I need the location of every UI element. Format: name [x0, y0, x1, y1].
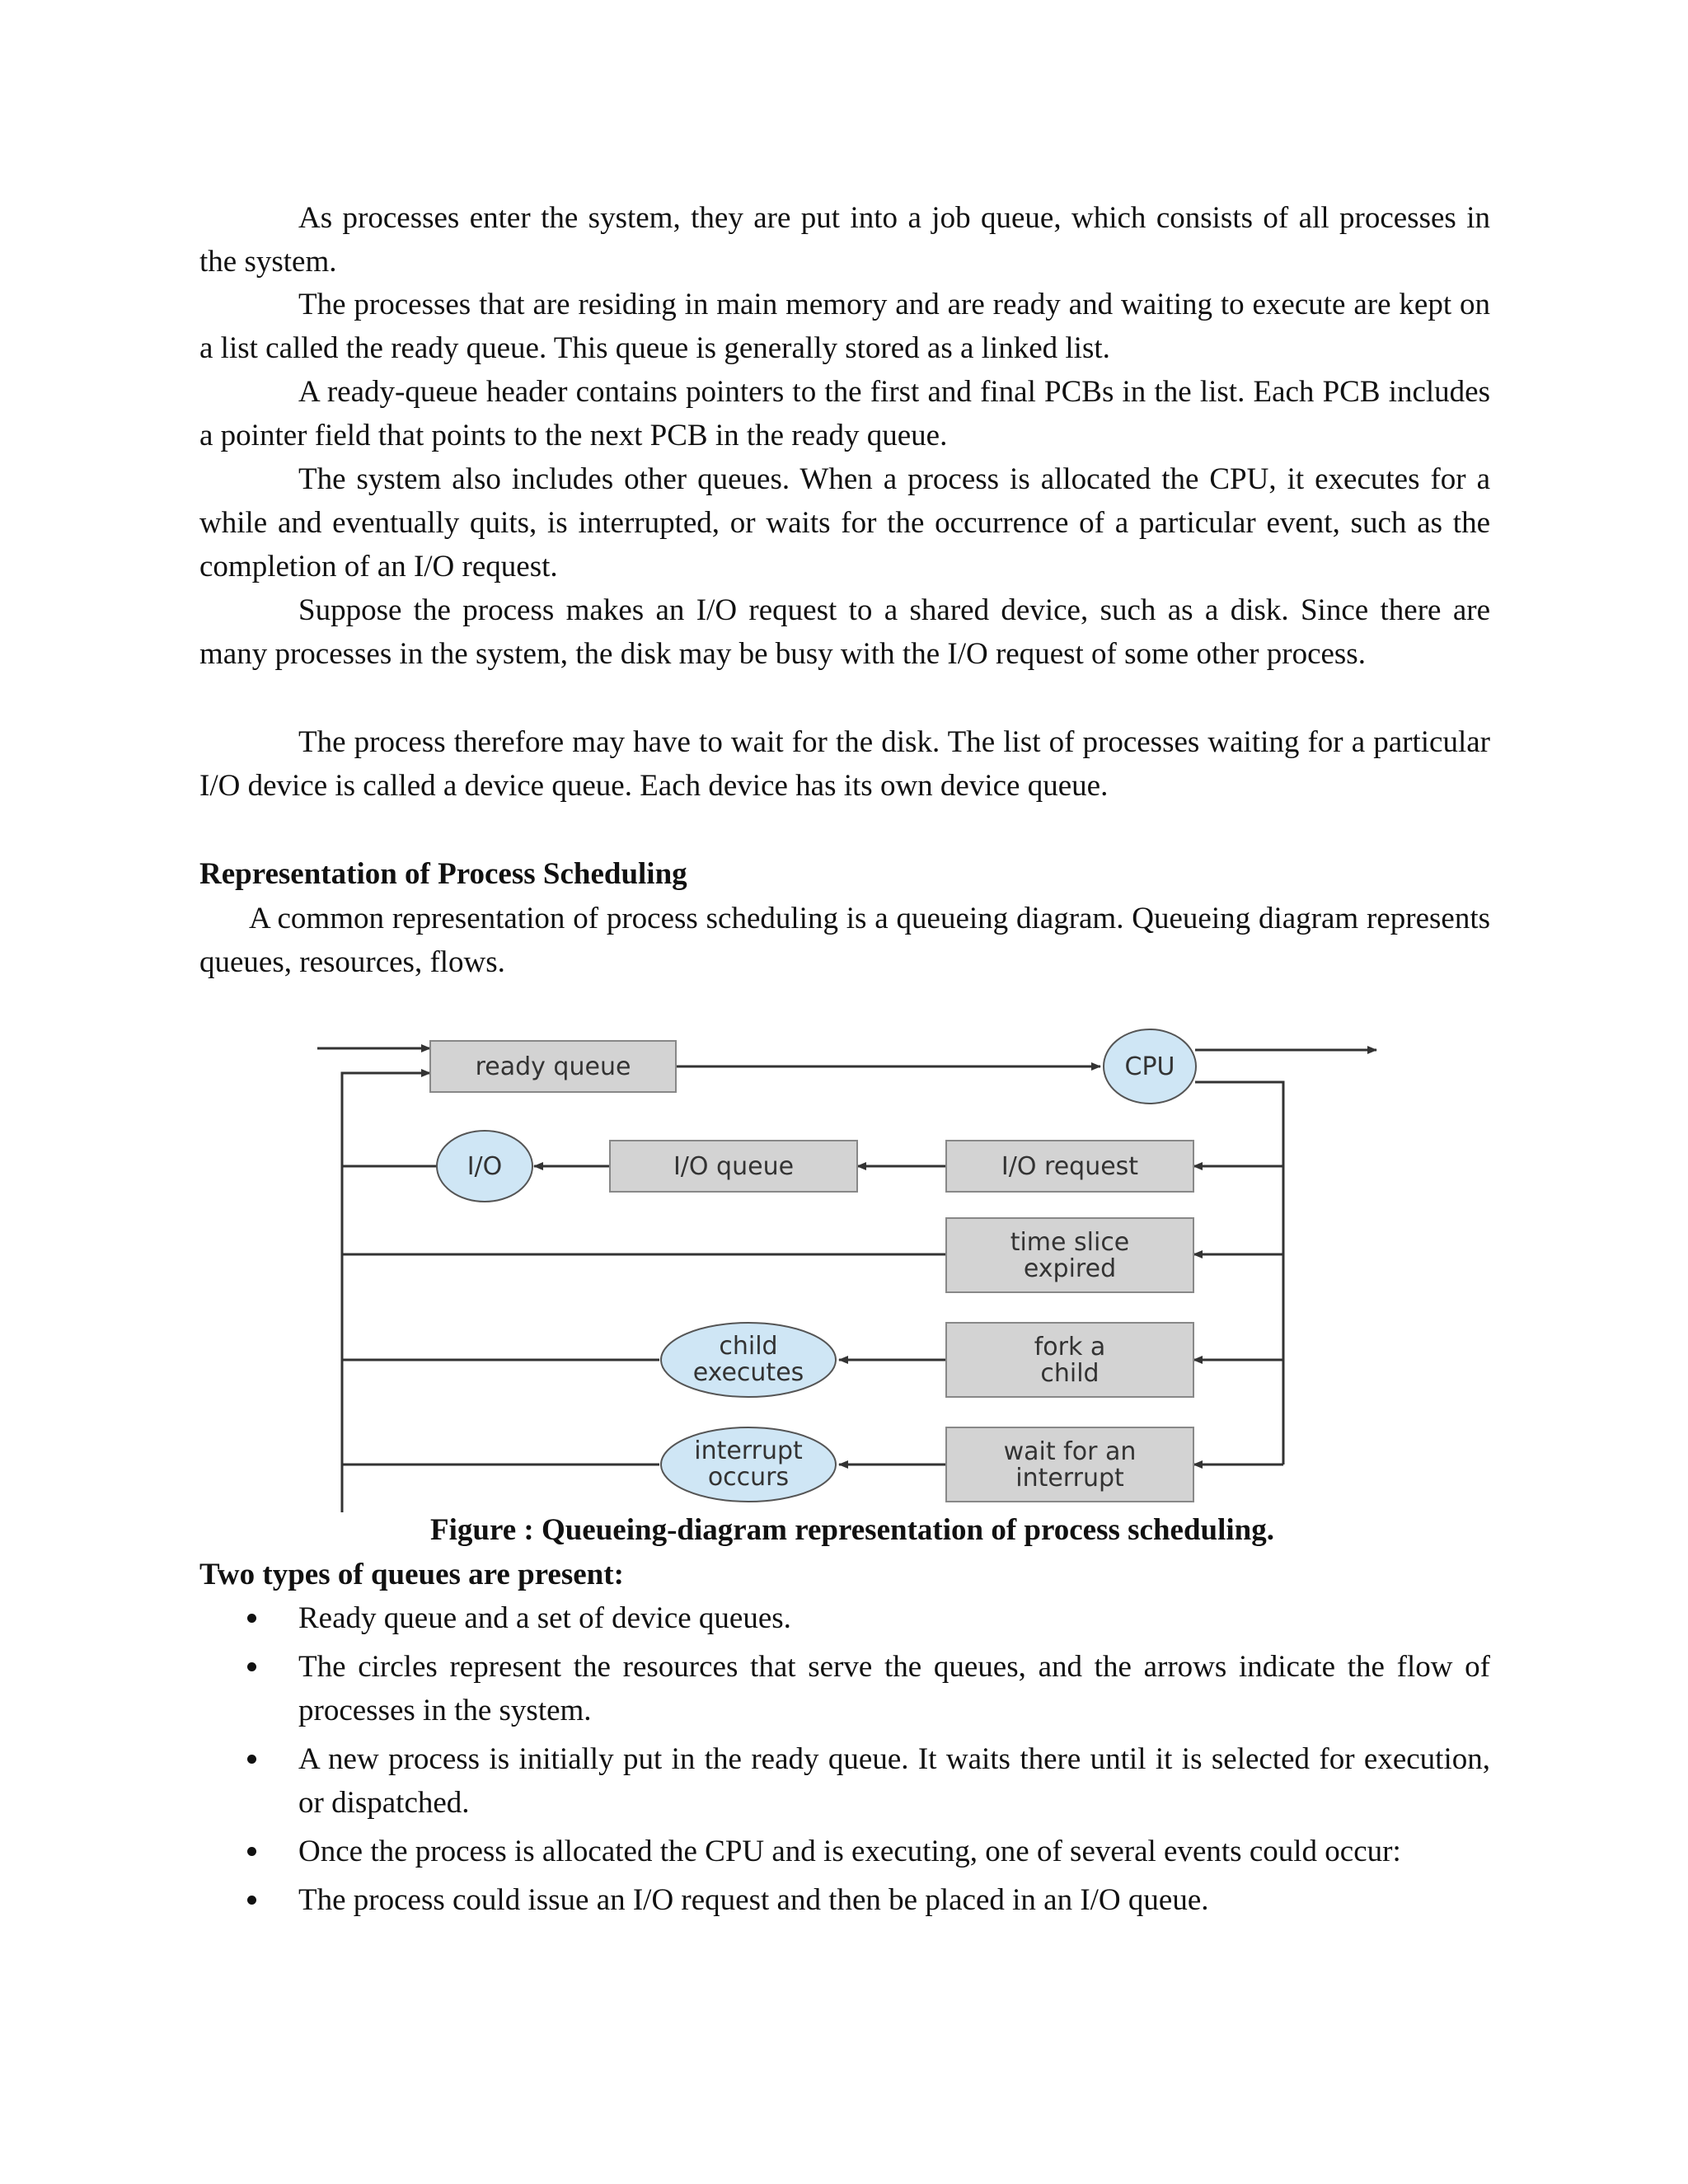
- time-slice-label-line1: time slice: [1010, 1228, 1130, 1257]
- ready-queue-label: ready queue: [475, 1052, 631, 1081]
- fork-child-label-line1: fork a: [1034, 1333, 1106, 1361]
- figure-caption: Figure : Queueing-diagram representation of process scheduling.: [429, 1513, 1274, 1547]
- io-label: I/O: [467, 1152, 503, 1181]
- queueing-diagram-svg: [305, 1018, 1393, 1512]
- child-executes-label-line2: executes: [692, 1358, 804, 1387]
- queueing-diagram: [305, 1018, 1393, 1512]
- paragraph-device-queue: The process therefore may have to wait for the disk. The list of processes waiting for a particular I/O device is called a device queue. Each device has its own device queue.: [199, 725, 1490, 803]
- bullet-list: [199, 1596, 1490, 1927]
- list-item: [199, 1596, 1490, 1640]
- bullet-text: The circles represent the resources that serve the queues, and the arrows indicate the flow of processes in the system.: [298, 1650, 1490, 1727]
- fork-child-label-line2: child: [1040, 1359, 1100, 1388]
- bullet-dot: [247, 1614, 256, 1623]
- bullet-text: Once the process is allocated the CPU and is executing, one of several events could occur:: [298, 1835, 1401, 1868]
- interrupt-occurs-label-line1: interrupt: [694, 1436, 803, 1465]
- bullet-text: Ready queue and a set of device queues.: [298, 1601, 791, 1635]
- bullet-dot: [247, 1755, 256, 1764]
- list-item: [199, 1830, 1490, 1873]
- io-request-label: I/O request: [1001, 1152, 1139, 1181]
- diagram-connectors: [317, 1048, 1376, 1512]
- bullet-text: The process could issue an I/O request and then be placed in an I/O queue.: [298, 1883, 1209, 1917]
- io-queue-label: I/O queue: [673, 1152, 795, 1181]
- time-slice-label-line2: expired: [1023, 1254, 1117, 1283]
- bullet-text: A new process is initially put in the ready queue. It waits there until it is selected for execution, or dispatched.: [298, 1742, 1490, 1820]
- list-item: [199, 1878, 1490, 1922]
- paragraph-other-queues: The system also includes other queues. When a process is allocated the CPU, it executes for a while and eventually quits, is interrupted, or waits for the occurrence of a particular event, such as the completion of an I/O request.: [199, 462, 1490, 583]
- section-heading: Representation of Process Scheduling: [199, 857, 687, 891]
- list-item: [199, 1645, 1490, 1732]
- bullet-dot: [247, 1896, 256, 1905]
- wait-interrupt-label-line2: interrupt: [1015, 1464, 1124, 1493]
- child-executes-label-line1: child: [719, 1332, 778, 1361]
- list-item: [199, 1737, 1490, 1825]
- paragraph-ready-queue: The processes that are residing in main memory and are ready and waiting to execute are kept on a list called the ready queue. This queue is generally stored as a linked list.: [199, 288, 1490, 365]
- interrupt-occurs-label-line2: occurs: [707, 1463, 790, 1492]
- figure-caption-wrap: [0, 1508, 1688, 1552]
- paragraph-job-queue: As processes enter the system, they are put into a job queue, which consists of all processes in the system.: [199, 201, 1490, 279]
- section-intro: A common representation of process scheduling is a queueing diagram. Queueing diagram represents queues, resources, flows.: [199, 902, 1490, 979]
- wait-interrupt-label-line1: wait for an: [1003, 1437, 1137, 1466]
- paragraph-io-request: Suppose the process makes an I/O request to a shared device, such as a disk. Since there are many processes in the system, the disk may be busy with the I/O request of some other process.: [199, 593, 1490, 671]
- bullet-dot: [247, 1847, 256, 1856]
- cpu-label: CPU: [1124, 1052, 1175, 1081]
- queues-heading: Two types of queues are present:: [199, 1558, 624, 1591]
- paragraph-queue-header: A ready-queue header contains pointers to the first and final PCBs in the list. Each PCB includes a pointer field that points to the next PCB in the ready queue.: [199, 375, 1490, 452]
- bullet-dot: [247, 1662, 256, 1671]
